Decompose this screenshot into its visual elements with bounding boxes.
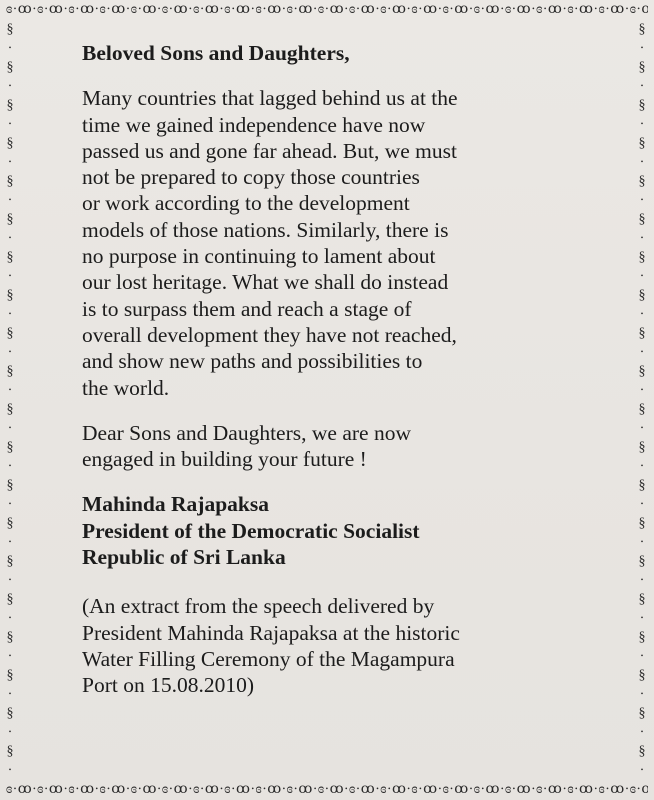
ornamental-border-right <box>634 20 650 780</box>
body-line: and show new paths and possibilities to <box>82 349 423 374</box>
salutation: Beloved Sons and Daughters, <box>82 41 350 65</box>
body-paragraph <box>82 85 602 401</box>
speech-extract <box>82 40 602 699</box>
closing-line: engaged in building your future ! <box>82 447 367 472</box>
body-line: is to surpass them and reach a stage of <box>82 296 412 321</box>
body-line: Many countries that lagged behind us at the <box>82 86 458 111</box>
ornamental-border-bottom <box>6 782 648 798</box>
signature-title-line-2: Republic of Sri Lanka <box>82 545 286 570</box>
body-line: our lost heritage. What we shall do instead <box>82 270 449 295</box>
signature-title-line-1: President of the Democratic Socialist <box>82 518 420 543</box>
body-line: passed us and gone far ahead. But, we must <box>82 138 457 163</box>
extract-note <box>82 593 602 698</box>
extract-line: Water Filling Ceremony of the Magampura <box>82 646 455 671</box>
body-line: time we gained independence have now <box>82 112 426 137</box>
body-line: not be prepared to copy those countries <box>82 165 420 190</box>
signature-name: Mahinda Rajapaksa <box>82 492 269 517</box>
body-line: models of those nations. Similarly, there is <box>82 217 449 242</box>
body-line: or work according to the development <box>82 191 410 216</box>
closing-line: Dear Sons and Daughters, we are now <box>82 420 411 445</box>
body-line: overall development they have not reached, <box>82 322 457 347</box>
ornamental-border-left <box>2 20 18 780</box>
body-line: the world. <box>82 375 170 400</box>
ornamental-border-top <box>6 2 648 18</box>
closing-paragraph <box>82 420 602 473</box>
extract-line: President Mahinda Rajapaksa at the historic <box>82 620 460 645</box>
body-line: no purpose in continuing to lament about <box>82 244 436 269</box>
extract-line: Port on 15.08.2010) <box>82 673 254 698</box>
extract-line: (An extract from the speech delivered by <box>82 594 435 619</box>
